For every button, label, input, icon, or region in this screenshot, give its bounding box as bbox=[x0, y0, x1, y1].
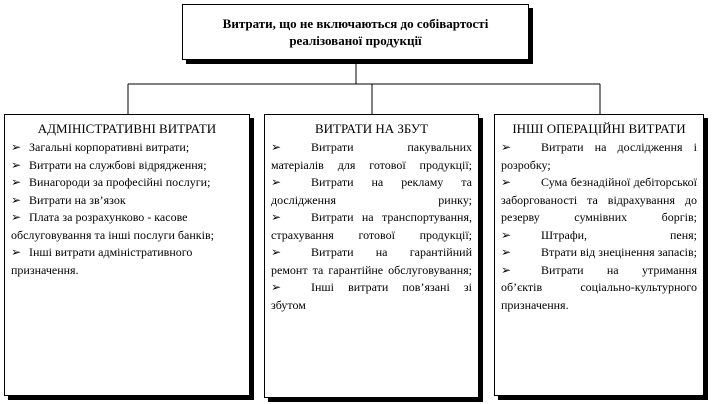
arrow-bullet-icon: ➢ bbox=[271, 245, 282, 259]
arrow-bullet-icon: ➢ bbox=[501, 140, 512, 154]
arrow-bullet-icon: ➢ bbox=[11, 157, 22, 172]
list-item-text: Витрати на гарантійний ремонт та гарантійне обслуговування; bbox=[271, 245, 472, 277]
root-node-box bbox=[182, 4, 529, 60]
list-item bbox=[11, 209, 243, 244]
root-node-title: Витрати, що не включаються до собівартості реалізованої продукції bbox=[222, 16, 489, 48]
list-item bbox=[271, 244, 472, 279]
list-item-text: Загальні корпоративні витрати; bbox=[29, 140, 190, 154]
list-item bbox=[501, 244, 697, 262]
list-item bbox=[501, 262, 697, 315]
arrow-bullet-icon: ➢ bbox=[11, 175, 22, 189]
list-item-text: Витрати на службові відрядження; bbox=[29, 157, 207, 172]
list-item-text: Плата за розрахунково - касове обслуговування та інші послуги банків; bbox=[11, 210, 214, 242]
list-item-text: Витрати на зв’язок bbox=[29, 192, 126, 207]
list-item bbox=[501, 174, 697, 227]
list-item-text: Винагороди за професійні послуги; bbox=[29, 175, 211, 189]
sales-expenses-list bbox=[265, 139, 478, 314]
list-item bbox=[11, 157, 243, 175]
list-item-text: Витрати на утримання об’єктів соціально-культурного призначення. bbox=[501, 262, 697, 312]
list-item bbox=[271, 209, 472, 244]
arrow-bullet-icon: ➢ bbox=[501, 262, 512, 277]
arrow-bullet-icon: ➢ bbox=[11, 245, 22, 259]
other-operating-expenses-list bbox=[495, 139, 703, 314]
list-item bbox=[271, 139, 472, 174]
arrow-bullet-icon: ➢ bbox=[11, 210, 22, 224]
list-item-text: Витрати на транспортування, страхування готової продукції; bbox=[271, 210, 472, 242]
list-item bbox=[271, 174, 472, 209]
list-item-text: Інші витрати пов’язані зі збутом bbox=[271, 280, 472, 312]
sales-expenses-title: ВИТРАТИ НА ЗБУТ bbox=[314, 121, 429, 136]
arrow-bullet-icon: ➢ bbox=[11, 140, 22, 154]
list-item bbox=[271, 279, 472, 314]
arrow-bullet-icon: ➢ bbox=[271, 280, 282, 294]
list-item-text: Витрати пакувальних матеріалів для готової продукції; bbox=[271, 140, 472, 172]
list-item-text: Інші витрати адміністративного призначення. bbox=[11, 245, 193, 277]
list-item bbox=[11, 192, 243, 210]
arrow-bullet-icon: ➢ bbox=[271, 210, 282, 224]
admin-expenses-list bbox=[5, 139, 249, 279]
other-operating-expenses-title: ІНШІ ОПЕРАЦІЙНІ ВИТРАТИ bbox=[512, 121, 686, 136]
other-operating-expenses-box bbox=[494, 114, 704, 396]
admin-expenses-box bbox=[4, 114, 250, 396]
admin-expenses-title: АДМІНІСТРАТИВНІ ВИТРАТИ bbox=[37, 121, 217, 136]
list-item-text: Штрафи, пеня; bbox=[541, 227, 697, 242]
arrow-bullet-icon: ➢ bbox=[501, 227, 512, 242]
list-item-text: Сума безнадійної дебіторської заборгованості та відрахування до резерву сумнівних боргів; bbox=[501, 175, 697, 224]
sales-expenses-box bbox=[264, 114, 479, 398]
list-item bbox=[11, 174, 243, 192]
list-item bbox=[501, 227, 697, 245]
arrow-bullet-icon: ➢ bbox=[501, 175, 512, 189]
list-item bbox=[11, 139, 243, 157]
arrow-bullet-icon: ➢ bbox=[271, 175, 282, 189]
list-item-text: Витрати на дослідження і розробку; bbox=[501, 140, 697, 172]
arrow-bullet-icon: ➢ bbox=[11, 192, 22, 207]
arrow-bullet-icon: ➢ bbox=[271, 140, 282, 154]
list-item-text: Витрати на рекламу та дослідження ринку; bbox=[271, 175, 472, 207]
list-item bbox=[11, 244, 243, 279]
arrow-bullet-icon: ➢ bbox=[501, 245, 512, 259]
list-item bbox=[501, 139, 697, 174]
list-item-text: Втрати від знецінення запасів; bbox=[541, 245, 697, 259]
